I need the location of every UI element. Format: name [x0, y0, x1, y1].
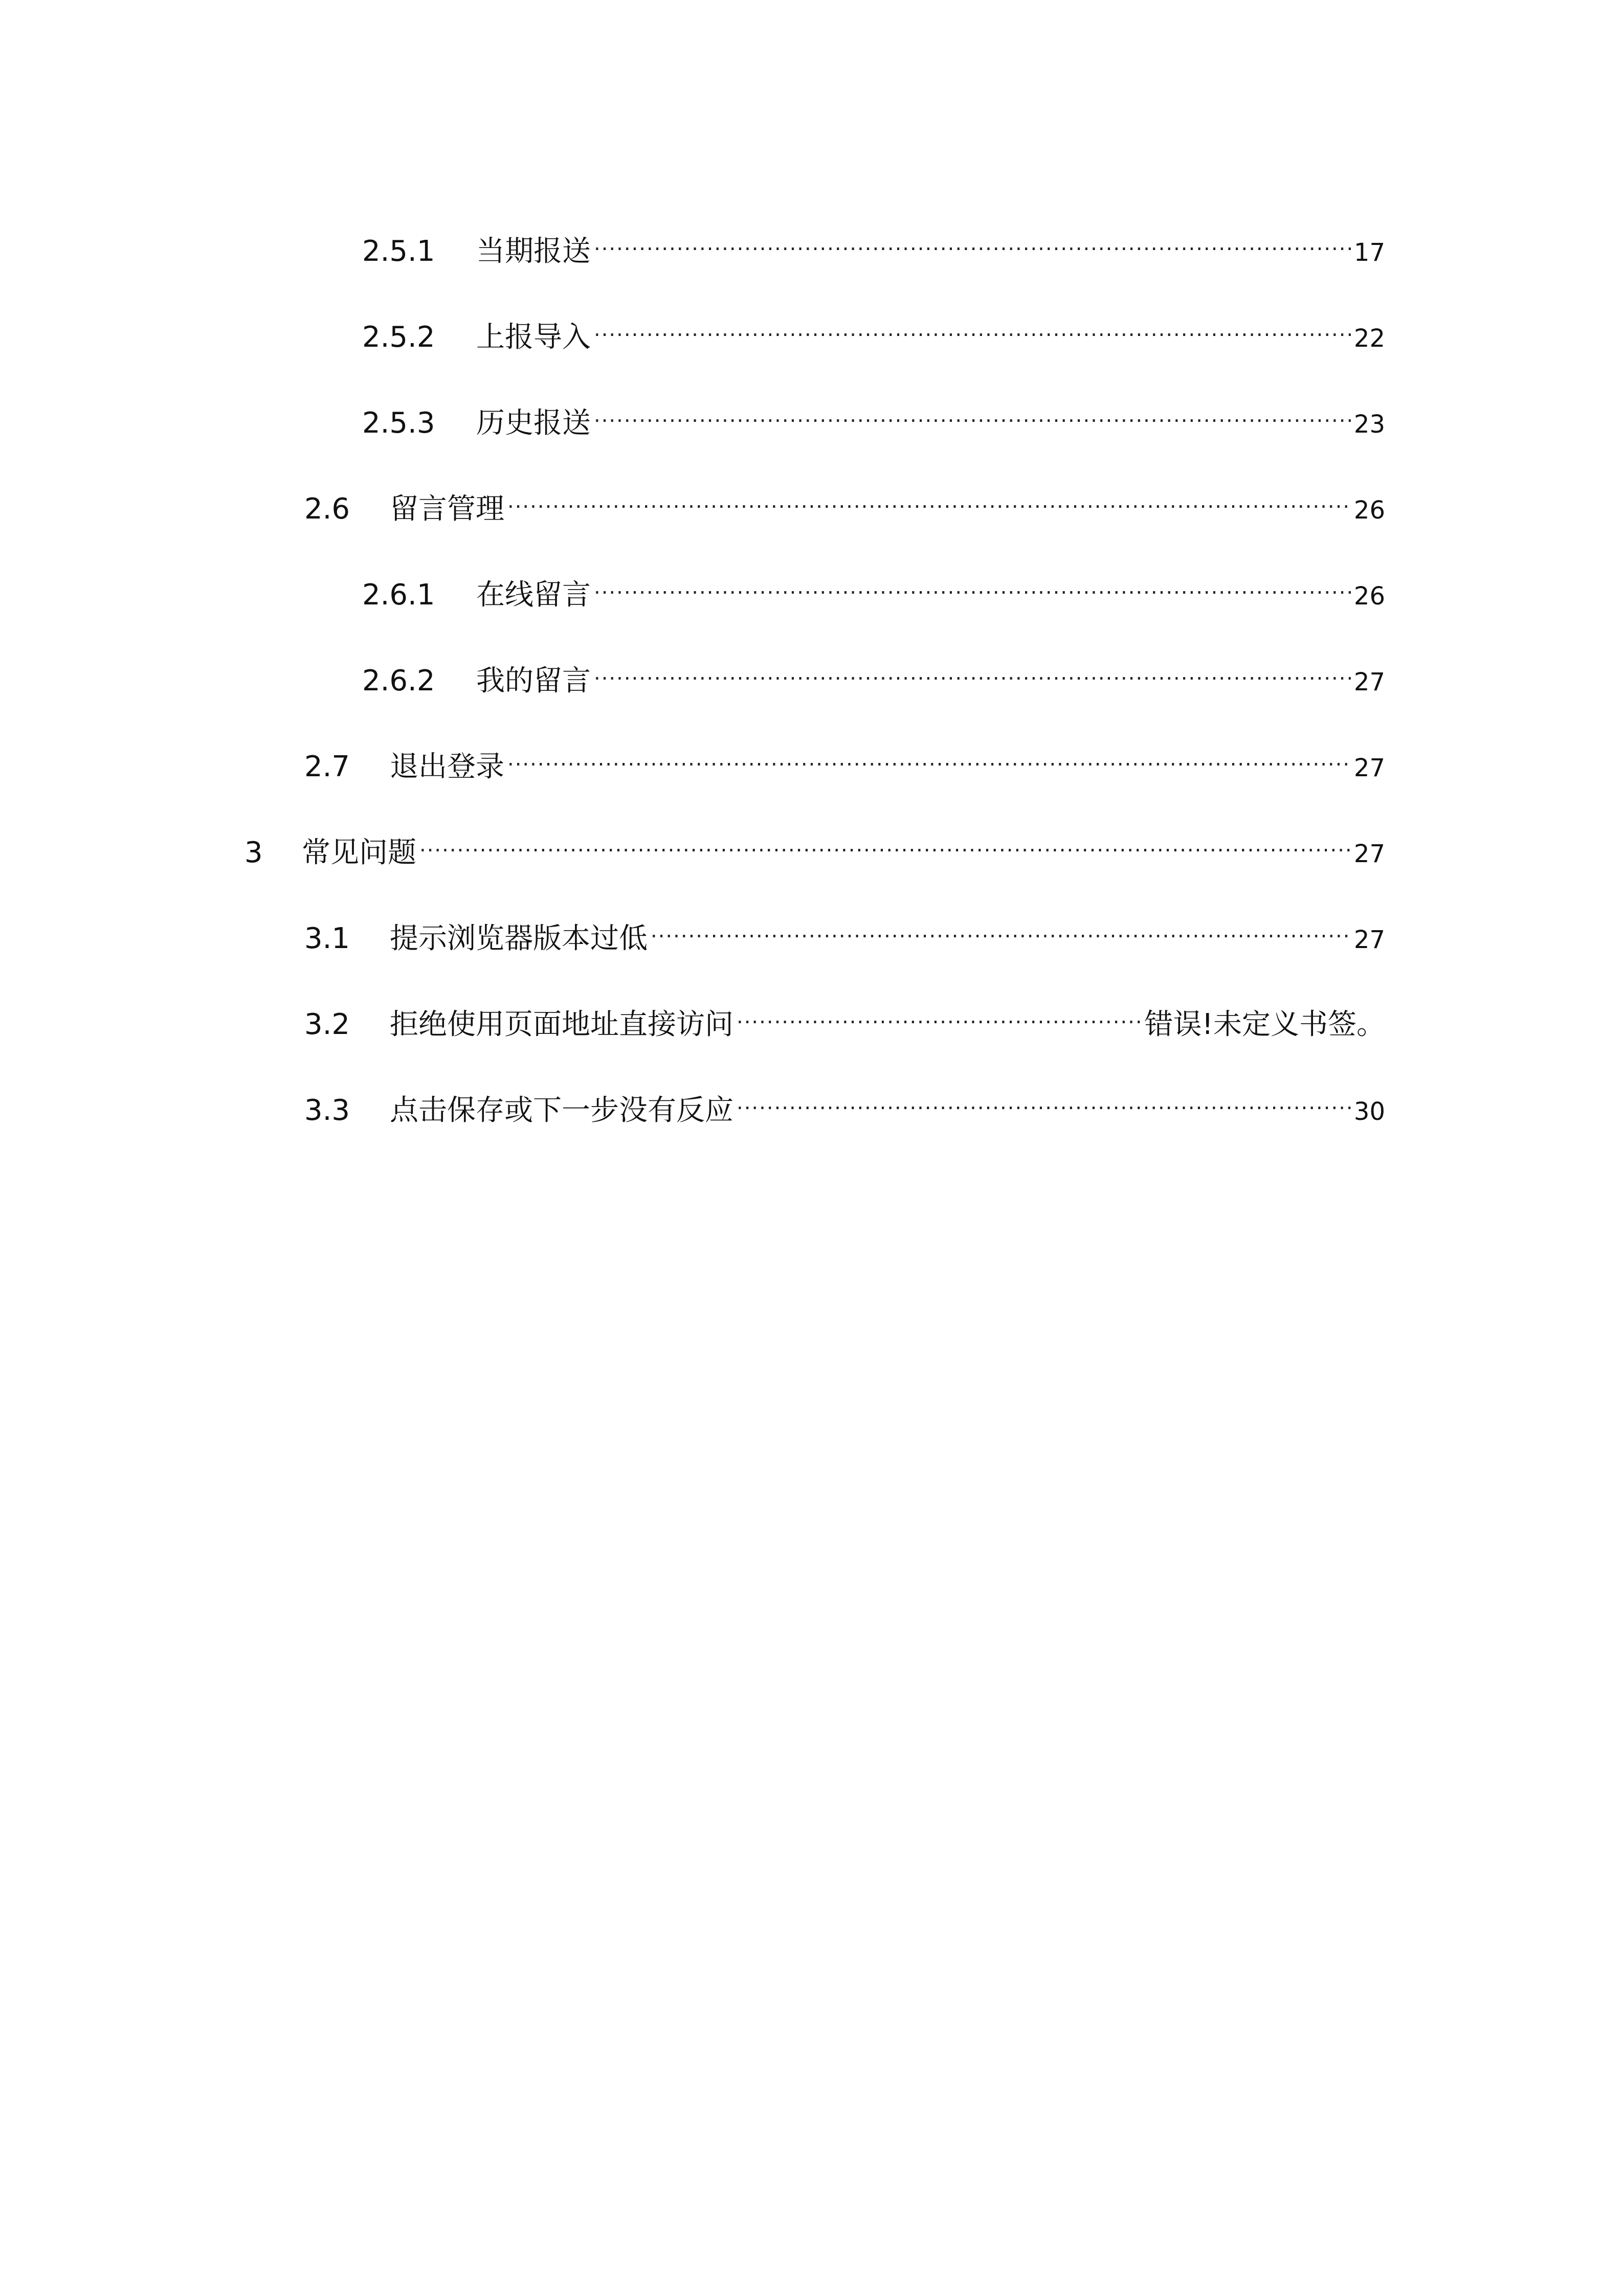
toc-entry-title: 常见问题: [302, 836, 416, 869]
toc-entry-page: 22: [1353, 324, 1385, 353]
toc-dot-leader: [737, 1079, 1351, 1120]
toc-entry[interactable]: [304, 1079, 1385, 1127]
toc-entry-page: 26: [1353, 496, 1385, 525]
toc-entry-number: 3.2: [304, 1008, 350, 1041]
toc-dot-leader: [737, 993, 1142, 1034]
toc-dot-leader: [594, 392, 1351, 433]
toc-entry-title: 我的留言: [476, 664, 591, 697]
toc-entry-page: 30: [1353, 1097, 1385, 1126]
toc-entry[interactable]: [304, 478, 1385, 526]
toc-entry[interactable]: [362, 649, 1385, 697]
toc-dot-leader: [507, 735, 1351, 776]
toc-entry[interactable]: [362, 306, 1385, 354]
toc-entry-page: 23: [1353, 410, 1385, 439]
toc-entry-title: 留言管理: [390, 492, 504, 526]
toc-entry-title: 点击保存或下一步没有反应: [390, 1094, 733, 1127]
toc-dot-leader: [594, 220, 1351, 261]
toc-entry-number: 2.6: [304, 492, 350, 526]
toc-entry-title: 历史报送: [476, 407, 591, 440]
toc-dot-leader: [594, 306, 1351, 347]
toc-entry-number: 3.3: [304, 1094, 350, 1127]
toc-entry-number: 2.5.1: [362, 235, 435, 268]
toc-entry-number: 3.1: [304, 922, 350, 955]
toc-entry-page: 27: [1353, 840, 1385, 868]
toc-entry[interactable]: [362, 392, 1385, 440]
toc-entry-title: 当期报送: [476, 235, 591, 268]
toc-entry-number: 2.6.2: [362, 664, 435, 697]
toc-dot-leader: [651, 907, 1351, 948]
toc-dot-leader: [594, 649, 1351, 690]
toc-entry-page: 错误!未定义书签。: [1144, 1008, 1385, 1041]
toc-entry-page: 17: [1353, 238, 1385, 267]
toc-dot-leader: [594, 564, 1351, 604]
toc-entry[interactable]: [244, 821, 1385, 869]
toc-entry[interactable]: [304, 735, 1385, 783]
toc-entry-number: 2.5.2: [362, 321, 435, 354]
toc-entry-title: 提示浏览器版本过低: [390, 922, 648, 955]
toc-entry-number: 3: [244, 836, 263, 869]
toc-entry-page: 27: [1353, 926, 1385, 954]
toc-entry[interactable]: [304, 993, 1385, 1041]
toc-entry[interactable]: [362, 564, 1385, 612]
toc-entry[interactable]: [362, 220, 1385, 268]
toc-entry-title: 上报导入: [476, 321, 591, 354]
toc-entry[interactable]: [304, 907, 1385, 955]
toc-entry-title: 拒绝使用页面地址直接访问: [390, 1008, 733, 1041]
toc-entry-page: 26: [1353, 582, 1385, 611]
toc-entry-title: 在线留言: [476, 578, 591, 612]
toc-dot-leader: [419, 821, 1351, 862]
toc-entry-number: 2.6.1: [362, 578, 435, 612]
toc-entry-title: 退出登录: [390, 750, 504, 783]
toc-entry-number: 2.5.3: [362, 407, 435, 440]
toc-entry-number: 2.7: [304, 750, 350, 783]
toc-entry-page: 27: [1353, 754, 1385, 782]
toc-entry-page: 27: [1353, 668, 1385, 696]
toc-dot-leader: [507, 478, 1351, 519]
